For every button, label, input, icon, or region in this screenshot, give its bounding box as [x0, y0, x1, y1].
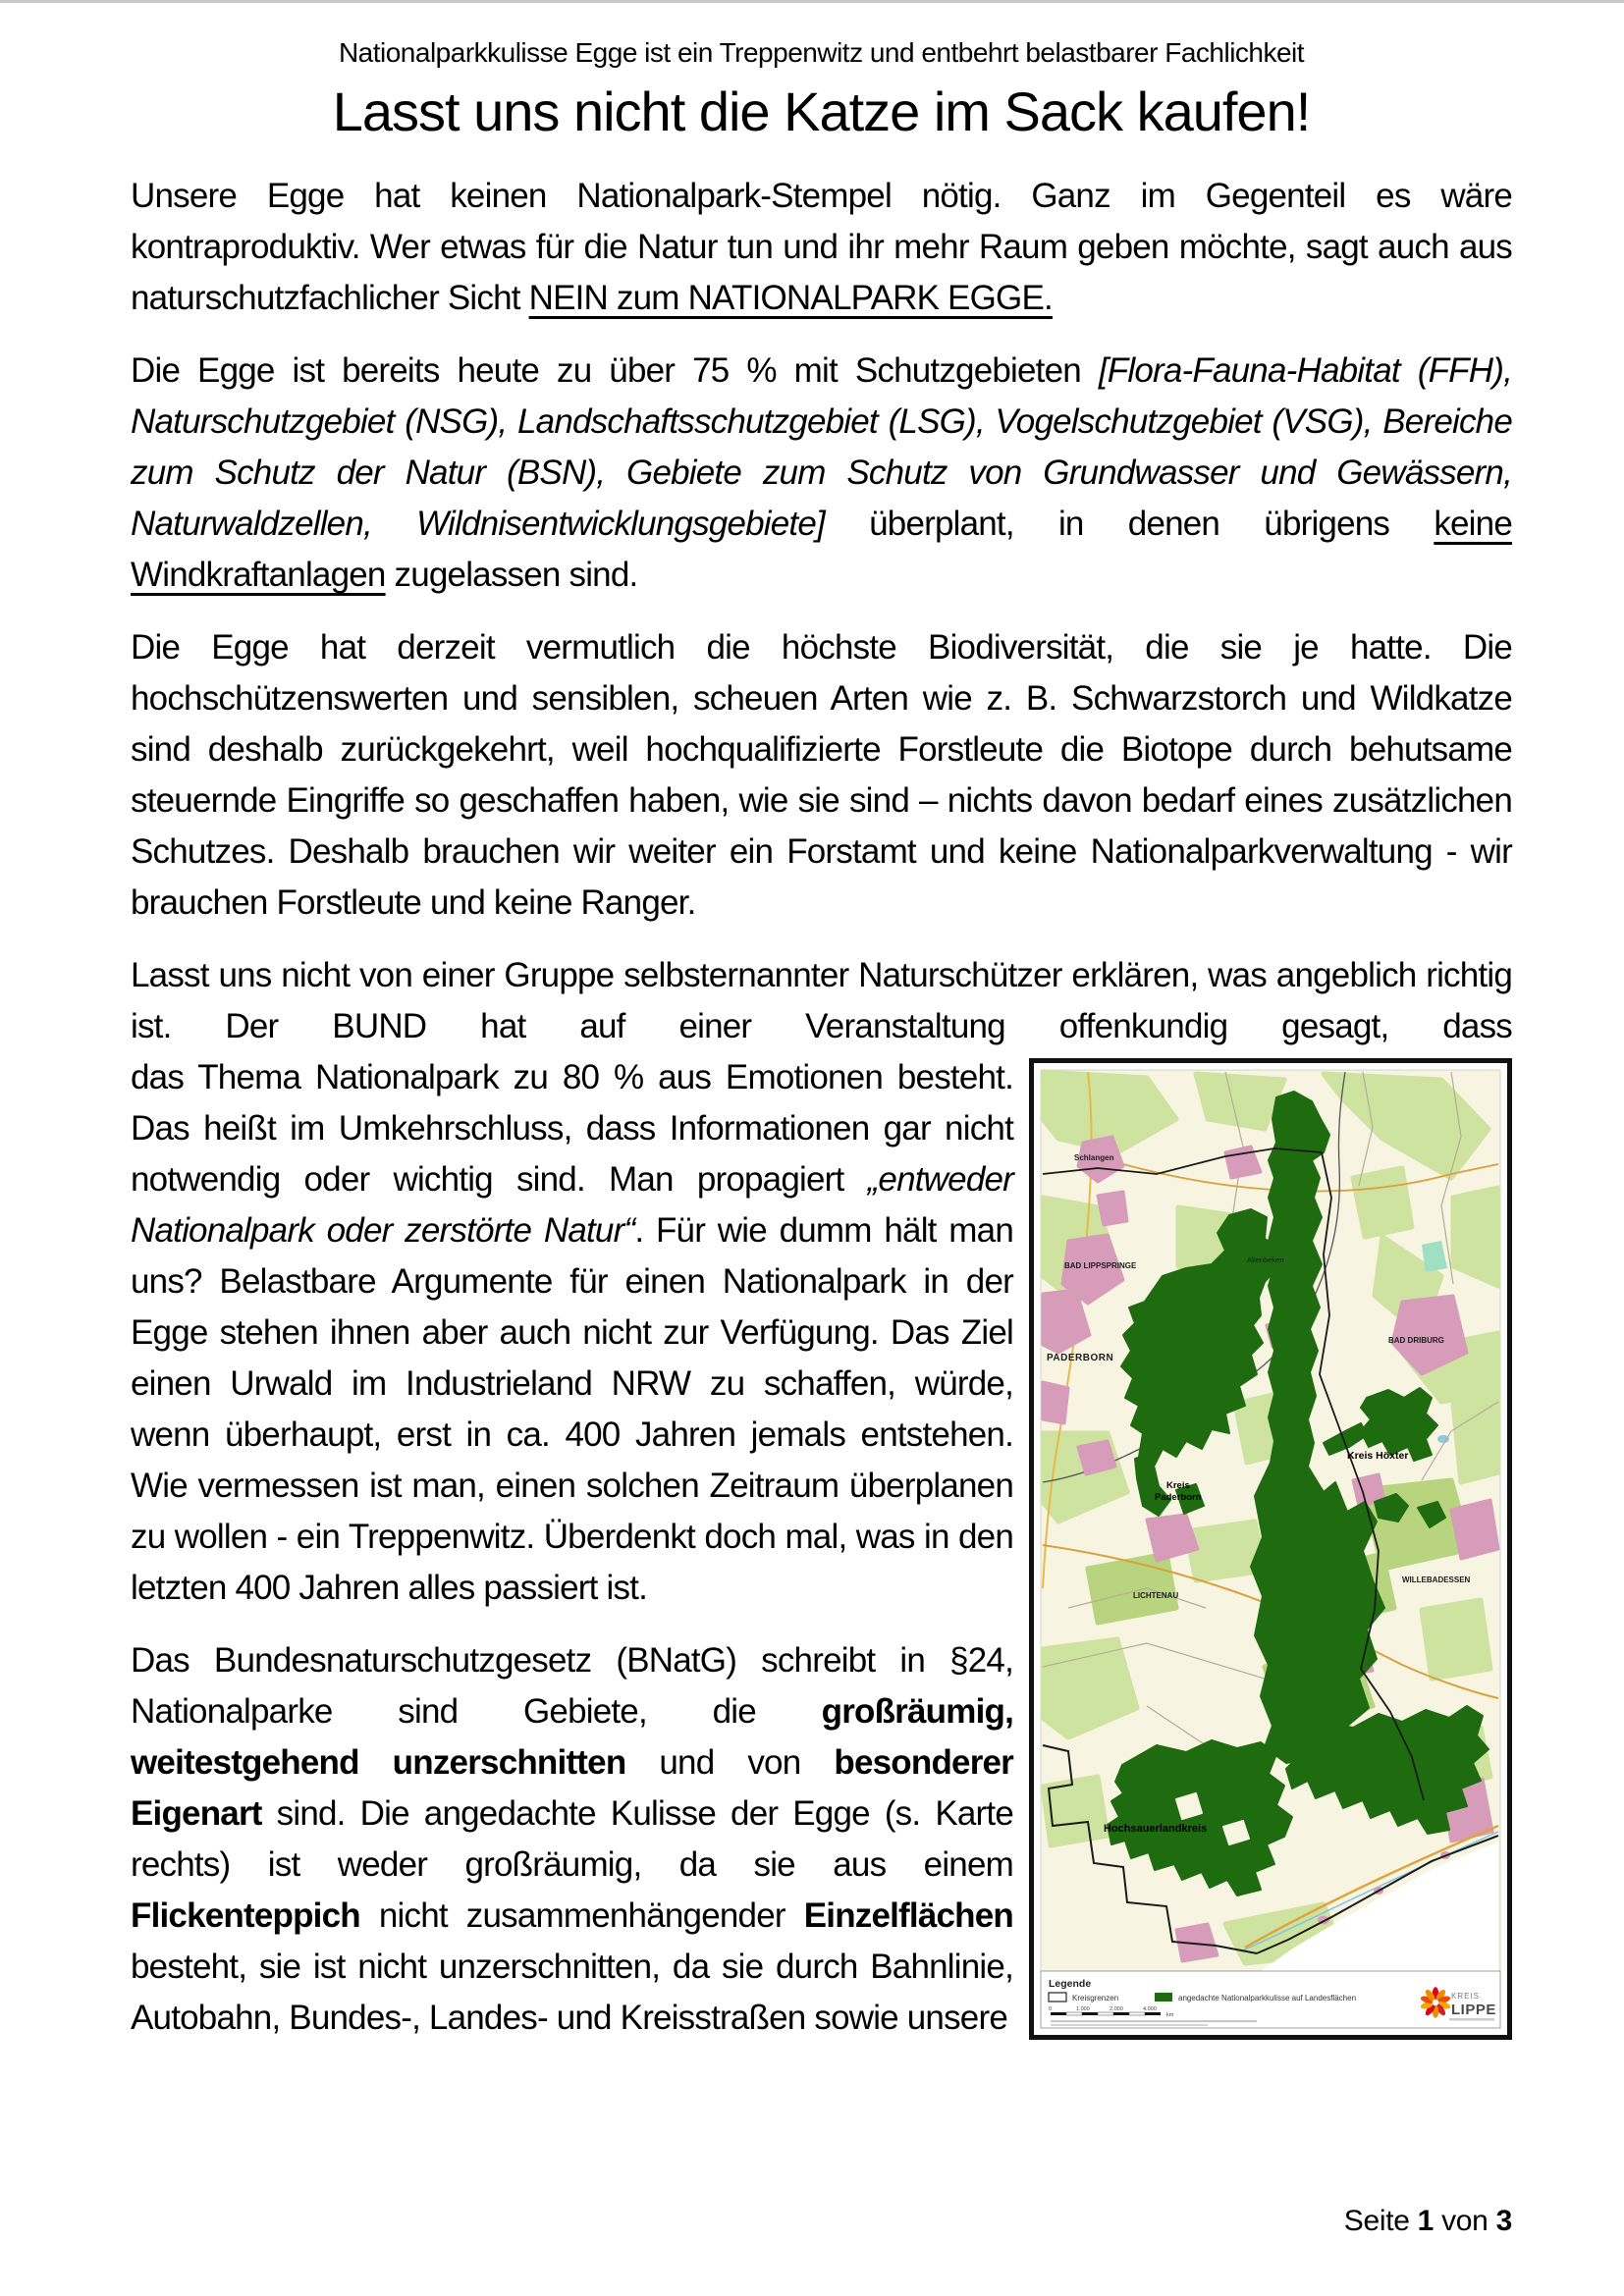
legend-fineprint-line-2 [1051, 2024, 1208, 2026]
p1-text: Unsere Egge hat keinen Nationalpark-Stempel nötig. Ganz im Gegenteil es wäre kontraproduktiv. Wer etwas für die Natur tun und ihr mehr Raum geben möchte, sagt auch aus naturschutzfachlicher Sicht [131, 177, 1512, 317]
label-bad-lippspringe: BAD LIPPSPRINGE [1064, 1261, 1137, 1270]
p4b-text-2: . Für wie dumm hält man uns? Belastbare Argumente für einen Nationalpark in der Egge stehen ihnen aber auch nicht zur Verfügung. Das Ziel einen Urwald im Industrieland NRW zu schaffen, würde, wenn überhaupt, erst in ca. 400 Jahren jemals entstehen. Wie vermessen ist man, einen solchen Zeitraum überplanen zu wollen - ein Treppenwitz. Überdenkt doch mal, was in den letzten 400 Jahren alles passiert ist. [131, 1211, 1013, 1607]
p2-text-1: Die Egge ist bereits heute zu über 75 % mit Schutzgebieten [131, 351, 1099, 390]
svg-text:1.000: 1.000 [1076, 2006, 1090, 2012]
logo-text-lippe: LIPPE [1451, 2002, 1496, 2018]
document-kicker: Nationalparkkulisse Egge ist ein Treppenwitz und entbehrt belastbarer Fachlichkeit [338, 37, 1305, 68]
label-altenbeken: Altenbeken [1247, 1255, 1284, 1264]
footer-total-pages: 3 [1495, 2205, 1512, 2237]
p5-text-4: nicht zusammenhängender [359, 1896, 804, 1935]
legend-title: Legende [1049, 1978, 1092, 1990]
footer-current-page: 1 [1417, 2205, 1435, 2237]
legend-item-kreisgrenzen: Kreisgrenzen [1072, 1994, 1119, 2002]
footer-seite: Seite [1343, 2205, 1418, 2237]
paragraph-4-intro: Lasst uns nicht von einer Gruppe selbsternannter Naturschützer erklären, was angeblich richtig ist. Der BUND hat auf einer Veranstaltung offenkundig gesagt, dass [131, 956, 1512, 1045]
label-kreis-hoexter: Kreis Höxter [1347, 1450, 1409, 1462]
p2-italic-text: [Flora-Fauna-Habitat (FFH), Naturschutzgebiet (NSG), Landschaftsschutzgebiet (LSG), Vogelschutzgebiet (VSG), Bereiche zum Schutz der Natur (BSN), Gebiete zum Schutz von Grundwasser und Gewässern, Naturwaldzellen, Wildnisentwicklungsgebiete] [131, 351, 1512, 543]
p5-bold-flickenteppich: Flickenteppich [131, 1896, 360, 1935]
label-bad-driburg: BAD DRIBURG [1388, 1336, 1444, 1345]
paragraph-1 [131, 171, 1512, 324]
text-map-wrap [131, 1052, 1512, 2058]
footer-von: von [1434, 2205, 1496, 2237]
p5-bold-eigenart: besonderer Eigenart [131, 1743, 1013, 1833]
p2-underlined-text: keine Windkraftanlagen [131, 505, 1512, 594]
logo-fineprint [1449, 2018, 1494, 2021]
label-paderborn: PADERBORN [1047, 1353, 1114, 1363]
paragraph-3: Die Egge hat derzeit vermutlich die höchste Biodiversität, die sie je hatte. Die hochschützenswerten und sensiblen, scheuen Arten wie z. B. Schwarzstorch und Wildkatze sind deshalb zurückgekehrt, weil hochqualifizierte Forstleute die Biotope durch behutsame steuernde Eingriffe so geschaffen haben, wie sie sind – nichts davon bedarf eines zusätzlichen Schutzes. Deshalb brauchen wir weiter ein Forstamt und keine Nationalparkverwaltung - wir brauchen Forstleute und keine Ranger. [131, 628, 1512, 922]
svg-text:4.000: 4.000 [1143, 2006, 1157, 2012]
svg-text:2.000: 2.000 [1110, 2006, 1123, 2012]
logo-text-kreis: KREIS [1451, 1992, 1481, 2001]
p5-text-1: Das Bundesnaturschutzgesetz (BNatG) schreibt in §24, Nationalparke sind Gebiete, die [131, 1641, 1013, 1731]
p4b-italic-quote: „entweder Nationalpark oder zerstörte Natur“ [131, 1160, 1013, 1250]
p5-text-3: sind. Die angedachte Kulisse der Egge (s. Karte rechts) ist weder großräumig, da sie aus einem [131, 1794, 1013, 1884]
p1-underlined-text: NEIN zum NATIONALPARK EGGE. [528, 279, 1053, 317]
label-lichtenau: LICHTENAU [1133, 1591, 1179, 1600]
p5-text-2: und von [625, 1743, 835, 1782]
scan-edge [0, 0, 1624, 3]
legend-item-kulisse: angedachte Nationalparkkulisse auf Landesflächen [1178, 1994, 1357, 2002]
legend-swatch-kreisgrenzen [1049, 1993, 1066, 2002]
p5-bold-grossraeumig: großräumig, [821, 1692, 1013, 1731]
p2-text-3: zugelassen sind. [385, 556, 638, 594]
label-hochsauerlandkreis: Hochsauerlandkreis [1104, 1823, 1208, 1835]
label-willebadessen: WILLEBADESSEN [1402, 1575, 1471, 1584]
svg-text:0: 0 [1049, 2006, 1053, 2012]
label-kreis-paderborn-2: Paderborn [1155, 1492, 1202, 1503]
egge-map-svg [1029, 1058, 1512, 2040]
paragraph-2 [131, 346, 1512, 601]
page-number [1344, 2205, 1512, 2238]
document-title: Lasst uns nicht die Katze im Sack kaufen! [332, 80, 1311, 142]
p2-text-2: überplant, in denen übrigens [824, 505, 1435, 543]
p5-bold-unzerschnitten: weitestgehend unzerschnitten [131, 1743, 626, 1782]
p4b-text-1: das Thema Nationalpark zu 80 % aus Emotionen besteht. Das heißt im Umkehrschluss, dass Informationen gar nicht notwendig oder wichtig sind. Man propagiert [131, 1058, 1013, 1199]
p5-text-5: besteht, sie ist nicht unzerschnitten, da sie durch Bahnlinie, Autobahn, Bundes-, Landes- und Kreisstraßen sowie unsere [131, 1948, 1013, 2037]
p5-bold-einzelflaechen: Einzelflächen [803, 1896, 1013, 1935]
legend-fineprint-line-1 [1051, 2020, 1257, 2022]
label-kreis-paderborn-1: Kreis [1166, 1480, 1190, 1491]
svg-text:km: km [1166, 2012, 1174, 2018]
egge-map [1029, 1058, 1512, 2045]
legend-swatch-kulisse [1155, 1993, 1172, 2002]
label-schlangen: Schlangen [1074, 1153, 1114, 1162]
